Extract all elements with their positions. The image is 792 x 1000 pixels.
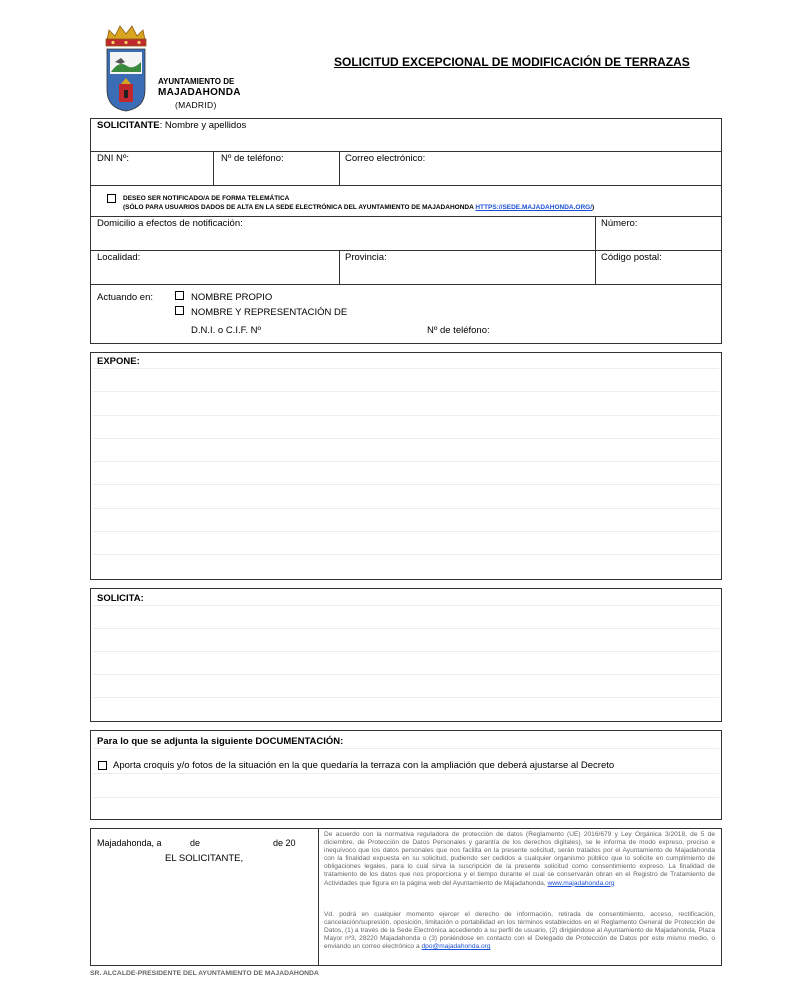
solicita-label: SOLICITA: [97,593,144,604]
rep-dni-field[interactable]: D.N.I. o C.I.F. Nº [191,325,261,336]
signature-de: de [190,838,201,848]
data-protection-notice: De acuerdo con la normativa reguladora de protección de datos (Reglamento (UE) 2016/679 y Ley Orgánica 3/2018, de 5 de diciembre, de Protección de Datos Personales y garantía de los derechos digitales), se le informa de modo expreso, preciso e inequívoco que los datos personales que nos facilita en la presente solicitud, serán tratados por el Ayuntamiento de Majadahonda con la finalidad expuesta en su solicitud, pudiendo ser cedidos a cualquier organismo público que lo solicite en cumplimiento de obligaciones legales, para lo cual sirva la suscripción de la presente solicitud como consentimiento expreso. La finalidad de tratamiento de los datos que nos proporciona y el tiempo durante el cual se conservarán obran en el Registro de Tratamiento de Actividades que figura en la página web del Ayuntamiento de Majadahonda, www.majadahonda.org [324,831,715,887]
coat-of-arms-logo [101,22,151,112]
croquis-checkbox[interactable] [98,761,107,770]
notify-checkbox[interactable] [107,194,116,203]
expone-section[interactable] [90,352,722,580]
documentation-label: Para lo que se adjunta la siguiente DOCUMENTACIÓN: [97,736,344,747]
own-name-label: NOMBRE PROPIO [191,292,273,303]
rep-phone-field[interactable]: Nº de teléfono: [427,325,490,336]
locality-field[interactable]: Localidad: [97,252,141,263]
province-field[interactable]: Provincia: [345,252,387,263]
dni-field[interactable]: DNI Nº: [97,153,129,164]
representation-checkbox[interactable] [175,306,184,315]
org-line-1: AYUNTAMIENTO DE [158,77,235,86]
signature-place: Majadahonda, a [97,838,162,848]
recipient-footer: SR. ALCALDE-PRESIDENTE DEL AYUNTAMIENTO DE MAJADAHONDA [90,970,319,977]
notify-note: (SÓLO PARA USUARIOS DADOS DE ALTA EN LA SEDE ELECTRÓNICA DEL AYUNTAMIENTO DE MAJADAHONDA HTTPS://SEDE.MAJADAHONDA.ORG/) [123,204,595,211]
postal-code-field[interactable]: Código postal: [601,252,662,263]
solicita-section[interactable] [90,588,722,722]
sede-link[interactable]: HTTPS://SEDE.MAJADAHONDA.ORG/ [475,204,593,211]
signature-year: de 20 [273,838,296,848]
org-name: MAJADAHONDA [158,87,241,98]
applicant-name-field[interactable] [97,120,246,131]
acting-label: Actuando en: [97,292,153,303]
applicant-label: SOLICITANTE [97,120,160,131]
expone-label: EXPONE: [97,356,140,367]
own-name-checkbox[interactable] [175,291,184,300]
dpo-email-link[interactable]: dpo@majadahonda.org [421,943,491,951]
email-field[interactable]: Correo electrónico: [345,153,426,164]
phone-field[interactable]: Nº de teléfono: [221,153,284,164]
croquis-label: Aporta croquis y/o fotos de la situación en la que quedaría la terraza con la ampliación que deberá ajustarse al Decreto [113,760,615,771]
page-title: SOLICITUD EXCEPCIONAL DE MODIFICACIÓN DE TERRAZAS [334,55,690,69]
majadahonda-link[interactable]: www.majadahonda.org [547,879,615,887]
notify-label: DESEO SER NOTIFICADO/A DE FORMA TELEMÁTICA [123,195,290,202]
number-field[interactable]: Número: [601,218,638,229]
org-region: (MADRID) [175,100,217,110]
representation-label: NOMBRE Y REPRESENTACIÓN DE [191,307,348,318]
data-rights-notice: Vd. podrá en cualquier momento ejercer el derecho de información, retirada de consentimiento, acceso, rectificación, cancelación/supresión, oposición, limitación o portabilidad en los términos establecidos en el Reglamento General de Protección de Datos, (1) a través de la Sede Electrónica accediendo a su perfil de usuario, (2) dirigiéndose al Ayuntamiento de Majadahonda, Plaza Mayor nº3, 28220 Majadahonda o (3) poniéndose en contacto con el Delegado de Protección de Datos por este mismo medio, o enviando un correo electrónico a dpo@majadahonda.org [324,911,715,951]
address-field[interactable]: Domicilio a efectos de notificación: [97,218,243,229]
applicant-name-label: : Nombre y apellidos [159,120,247,131]
signer-label: EL SOLICITANTE, [165,853,244,864]
